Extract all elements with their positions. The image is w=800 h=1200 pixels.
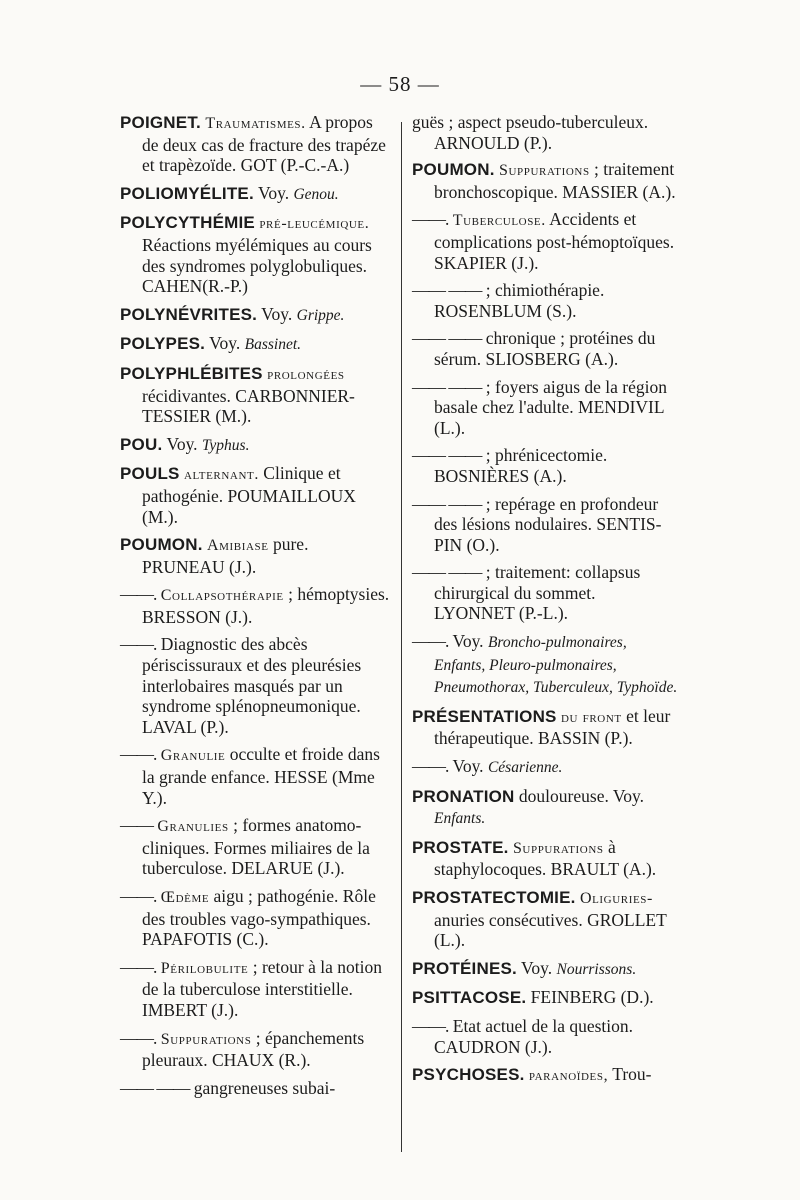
ditto-dash: ——.	[120, 1027, 157, 1048]
subheading: paranoïdes,	[528, 1067, 609, 1085]
index-entry	[120, 1078, 392, 1099]
index-entry	[120, 363, 392, 427]
index-entry	[412, 1016, 680, 1057]
index-entry	[412, 631, 680, 699]
entry-text: ; repérage en profondeur des lésions nodulaires. SENTIS-PIN (O.).	[434, 493, 662, 555]
ditto-dash: —— ——	[412, 376, 482, 397]
headword: POLYPES.	[120, 334, 206, 354]
subheading: Traumatismes.	[205, 115, 306, 132]
page-number: — 58 —	[360, 72, 440, 96]
cross-reference: Césarienne.	[487, 759, 563, 777]
subheading: Œdème	[160, 889, 210, 906]
ditto-dash: ——.	[120, 744, 157, 765]
subheading: Collapsothérapie	[160, 587, 284, 605]
subheading: Amibiase	[207, 537, 269, 555]
entry-text: Clinique et pathogénie. POUMAILLOUX (M.).	[142, 463, 356, 527]
headword: POLYPHLÉBITES	[120, 363, 263, 383]
entry-text: à staphylocoques. BRAULT (A.).	[434, 836, 657, 880]
index-entry	[120, 534, 392, 577]
headword: PRONATION	[412, 786, 515, 806]
ditto-dash: —— ——	[412, 445, 482, 466]
subheading: Suppurations	[512, 839, 604, 857]
index-entry	[412, 1064, 680, 1087]
index-entry	[120, 463, 392, 527]
entry-text: ; épanchements pleuraux. CHAUX (R.).	[142, 1027, 365, 1071]
headword: PSYCHOSES.	[412, 1065, 525, 1085]
subheading: Granulies	[157, 818, 229, 836]
index-entry	[412, 756, 680, 779]
ditto-dash: —— ——	[412, 328, 482, 349]
ditto-dash: —— ——	[412, 562, 482, 583]
cross-reference: Grippe.	[296, 306, 345, 324]
column-divider	[401, 122, 402, 1152]
entry-text: Voy.	[452, 631, 484, 652]
index-entry	[412, 377, 680, 439]
cross-reference: Bassinet.	[244, 336, 302, 354]
entry-text: pure. PRUNEAU (J.).	[142, 534, 309, 577]
headword: POLYCYTHÉMIE	[120, 213, 255, 233]
entry-text: Trou-	[612, 1064, 652, 1085]
right-column	[412, 112, 680, 1094]
index-entry	[412, 786, 680, 830]
entry-text: Diagnostic des abcès périscissuraux et des pleurésies interlobaires masqués par un syndrome splénopneumonique. LAVAL (P.).	[142, 634, 362, 737]
subheading: Suppurations	[160, 1030, 252, 1048]
entry-text: ; foyers aigus de la région basale chez l'adulte. MENDIVIL (L.).	[434, 376, 668, 438]
index-entry	[120, 957, 392, 1021]
index-entry	[412, 837, 680, 880]
subheading: Granulie	[160, 747, 226, 765]
ditto-dash: ——	[120, 815, 153, 836]
ditto-dash: ——.	[120, 886, 157, 906]
entry-text: Voy.	[261, 303, 293, 324]
subheading: Tuberculose.	[452, 212, 546, 230]
subheading: Oliguries-	[579, 890, 653, 907]
entry-text: Voy.	[452, 756, 484, 777]
ditto-dash: ——.	[120, 956, 157, 977]
index-entry	[412, 887, 680, 951]
entry-text: guës ; aspect pseudo-tuberculeux. ARNOULD (P.).	[412, 112, 649, 153]
ditto-dash: —— ——	[412, 280, 482, 301]
entry-text: ; chimiothérapie. ROSENBLUM (S.).	[434, 280, 605, 321]
index-entry	[412, 562, 680, 624]
index-entry	[412, 958, 680, 981]
subheading: du front	[560, 708, 622, 726]
headword: POLYNÉVRITES.	[120, 304, 258, 324]
ditto-dash: ——.	[412, 1015, 449, 1036]
entry-text: Voy.	[166, 433, 198, 454]
entry-text: A propos de deux cas de fracture des trapéze et trapèzoïde. GOT (P.-C.-A.)	[142, 112, 386, 176]
entry-text: ; hémoptysies. BRESSON (J.).	[142, 584, 390, 627]
ditto-dash: ——.	[412, 631, 449, 652]
index-entry	[412, 328, 680, 369]
index-entry	[412, 280, 680, 321]
entry-text: Voy.	[257, 182, 290, 203]
cross-reference: Genou.	[293, 185, 339, 203]
index-entry	[120, 212, 392, 296]
entry-text: aigu ; pathogénie. Rôle des troubles vago-sympathiques. PAPAFOTIS (C.).	[142, 886, 376, 950]
entry-text: Etat actuel de la question. CAUDRON (J.).	[434, 1015, 634, 1057]
index-entry	[412, 445, 680, 486]
entry-text: FEINBERG (D.).	[530, 987, 654, 1008]
index-entry	[412, 159, 680, 202]
cross-reference: Enfants.	[434, 810, 486, 828]
headword: POUMON.	[412, 160, 495, 180]
index-entry	[412, 494, 680, 556]
headword: POIGNET.	[120, 113, 201, 132]
cross-reference: Broncho-pulmonaires, Enfants, Pleuro-pulmonaires, Pneumothorax, Tuberculeux, Typhoïde.	[434, 634, 678, 697]
index-entry	[412, 112, 680, 153]
headword: PROTÉINES.	[412, 958, 517, 978]
headword: POULS	[120, 464, 180, 484]
index-entry	[120, 744, 392, 808]
headword: PSITTACOSE.	[412, 988, 527, 1008]
index-entry	[412, 987, 680, 1009]
index-entry	[120, 815, 392, 879]
headword: PROSTATECTOMIE.	[412, 888, 576, 907]
index-entry	[412, 706, 680, 749]
ditto-dash: ——.	[120, 634, 157, 655]
index-entry	[120, 1028, 392, 1071]
entry-text: douloureuse. Voy.	[518, 785, 645, 806]
entry-text: Accidents et complications post-hémoptoïques. SKAPIER (J.).	[434, 209, 675, 273]
index-entry	[412, 209, 680, 273]
subheading: alternant.	[183, 466, 259, 484]
headword: PROSTATE.	[412, 837, 509, 857]
ditto-dash: ——.	[412, 756, 449, 777]
entry-text: récidivantes. CARBONNIER-TESSIER (M.).	[142, 385, 355, 427]
subheading: Périlobulite	[160, 959, 249, 977]
entry-text: occulte et froide dans la grande enfance. HESSE (Mme Y.).	[142, 744, 380, 808]
headword: POU.	[120, 434, 163, 454]
entry-text: ; traitement: collapsus chirurgical du sommet. LYONNET (P.-L.).	[434, 562, 641, 624]
entry-text: ; phrénicectomie. BOSNIÈRES (A.).	[434, 445, 608, 486]
index-entry	[120, 434, 392, 457]
index-entry	[120, 886, 392, 950]
cross-reference: Typhus.	[201, 436, 250, 454]
entry-text: ; retour à la notion de la tuberculose interstitielle. IMBERT (J.).	[142, 956, 382, 1020]
subheading: pré-leucémique.	[259, 215, 370, 233]
index-entry	[120, 333, 392, 356]
headword: PRÉSENTATIONS	[412, 706, 557, 726]
index-entry	[120, 584, 392, 627]
entry-text: Voy.	[209, 333, 241, 354]
index-entry	[120, 183, 392, 206]
entry-text: Réactions myélémiques au cours des syndromes polyglobuliques. CAHEN(R.-P.)	[142, 234, 372, 297]
index-entry	[120, 304, 392, 327]
entry-text: gangreneuses subai-	[193, 1077, 336, 1098]
entry-text: Voy.	[521, 957, 553, 978]
ditto-dash: —— ——	[412, 493, 482, 514]
ditto-dash: ——.	[120, 584, 157, 605]
entry-text: ; traitement bronchoscopique. MASSIER (A.).	[434, 159, 676, 202]
left-column	[120, 112, 392, 1105]
index-entry	[120, 112, 392, 176]
ditto-dash: ——.	[412, 209, 449, 230]
cross-reference: Nourrissons.	[556, 960, 637, 978]
headword: POLIOMYÉLITE.	[120, 183, 254, 203]
headword: POUMON.	[120, 535, 203, 555]
entry-text: et leur thérapeutique. BASSIN (P.).	[434, 705, 671, 749]
subheading: prolongées	[267, 365, 345, 383]
entry-text: chronique ; protéines du sérum. SLIOSBERG (A.).	[434, 328, 656, 369]
ditto-dash: —— ——	[120, 1077, 190, 1098]
entry-text: ; formes anatomo-cliniques. Formes miliaires de la tuberculose. DELARUE (J.).	[142, 815, 370, 879]
index-entry	[120, 634, 392, 737]
subheading: Suppurations	[499, 162, 590, 180]
entry-text: anuries consécutives. GROLLET (L.).	[434, 909, 667, 951]
